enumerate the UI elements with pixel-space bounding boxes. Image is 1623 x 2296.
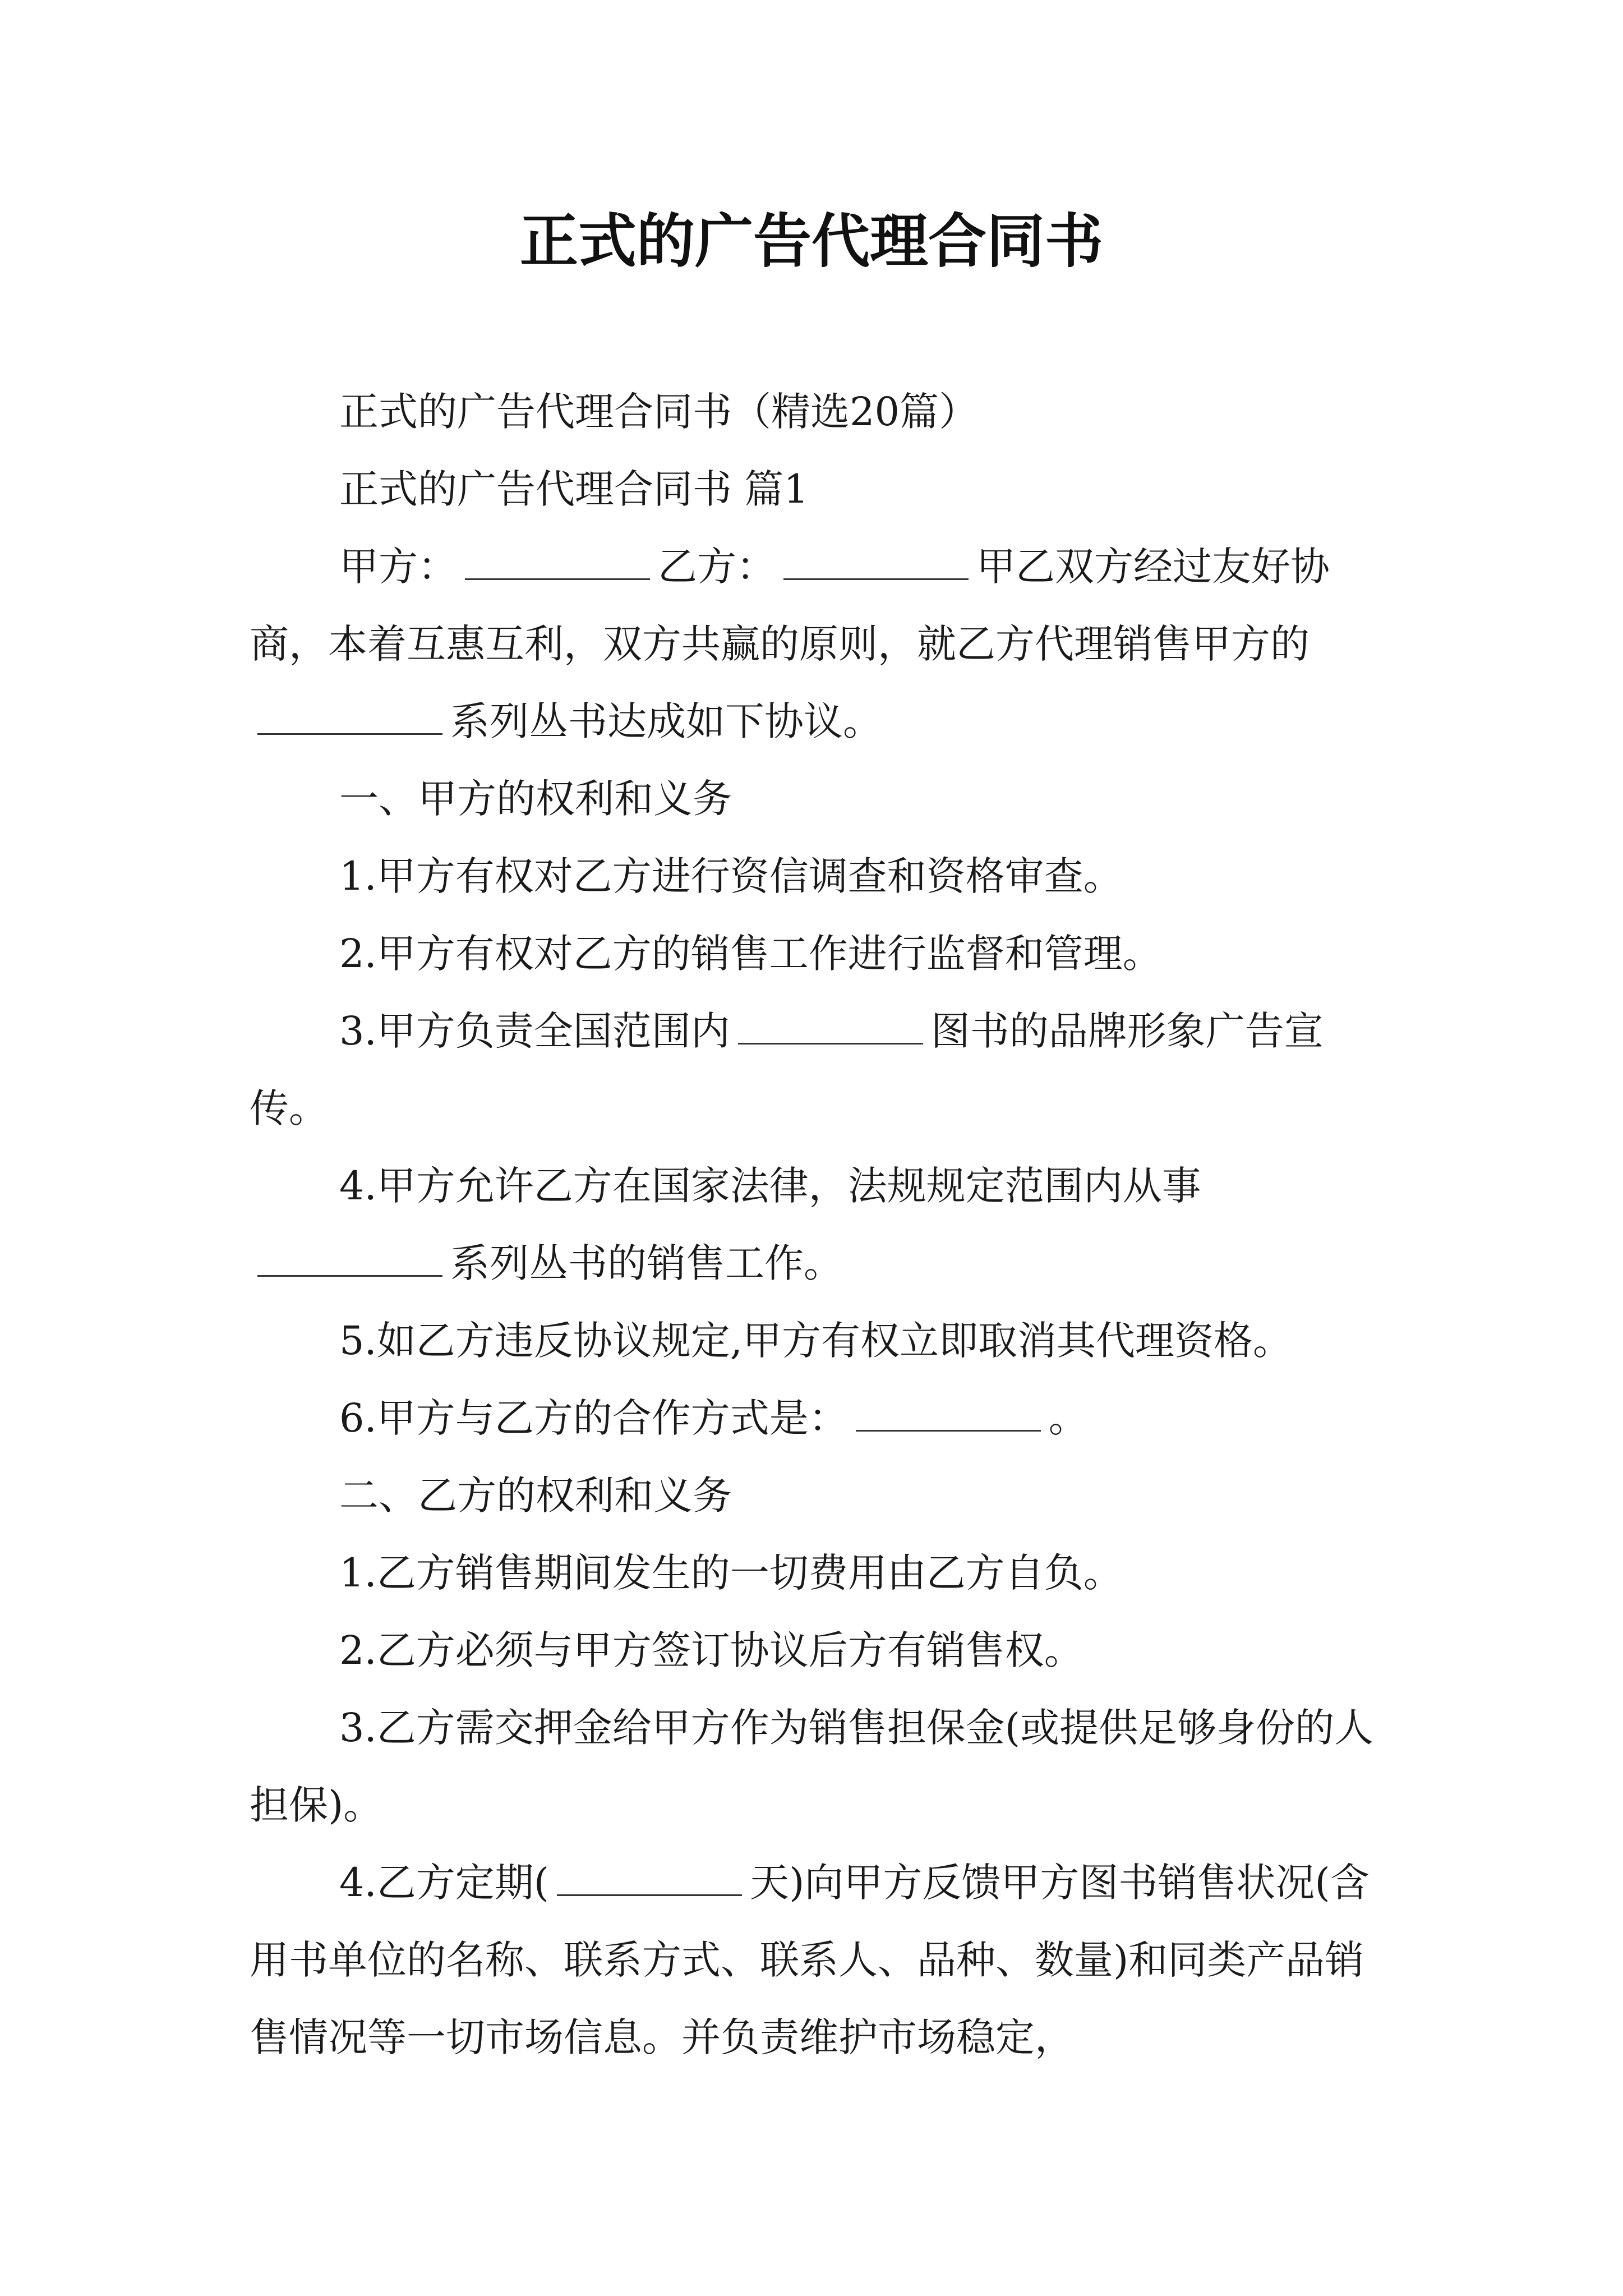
party-b-blank [783, 541, 969, 580]
subtitle-paragraph: 正式的广告代理合同书（精选20篇） [339, 389, 979, 435]
section-heading-a: 一、甲方的权利和义务 [339, 776, 732, 822]
clause-b-4-blank [557, 1857, 742, 1896]
clause-b-1: 1.乙方销售期间发生的一切费用由乙方自负。 [339, 1550, 1123, 1596]
clause-b-3: 3.乙方需交押金给甲方作为销售担保金(或提供足够身份的人担保)。 [250, 1705, 1374, 1828]
clause-a-1: 1.甲方有权对乙方进行资信调查和资格审查。 [339, 853, 1123, 899]
clause-b-4-text: 4.乙方定期( [339, 1860, 550, 1906]
party-a-blank [465, 541, 650, 580]
clause-b-4-text-end: 天)向甲方反馈甲方图书销售状况(含用书单位的名称、联系方式、联系人、品种、数量)和同类产品销售情况等一切市场信息。并负责维护市场稳定， [250, 1860, 1370, 2060]
clause-a-5: 5.如乙方违反协议规定,甲方有权立即取消其代理资格。 [339, 1318, 1293, 1364]
party-a-label: 甲方： [339, 544, 457, 590]
parties-text: 甲乙双方经过友好协商，本着互惠互利，双方共赢的原则，就乙方代理销售甲方的 [250, 544, 1330, 667]
clause-a-4-text: 4.甲方允许乙方在国家法律，法规规定范围内从事 [339, 1163, 1201, 1209]
clause-a-6 [250, 1379, 1389, 1457]
section-heading-part1: 正式的广告代理合同书 篇1 [339, 466, 809, 512]
clause-a-6-text-end: 。 [1048, 1395, 1088, 1441]
parties-text-end: 系列丛书达成如下协议。 [450, 698, 882, 744]
party-b-label: 乙方： [658, 544, 776, 590]
clause-b-4 [250, 1844, 1389, 2076]
clause-a-4-blank [257, 1238, 442, 1277]
clause-a-6-blank [856, 1393, 1041, 1432]
clause-a-6-text: 6.甲方与乙方的合作方式是： [339, 1395, 848, 1441]
clause-a-3-blank [738, 1006, 923, 1045]
document-body [250, 373, 1389, 2076]
clause-a-3 [250, 992, 1389, 1147]
section-heading-b: 二、乙方的权利和义务 [339, 1473, 732, 1519]
clause-a-2: 2.甲方有权对乙方的销售工作进行监督和管理。 [339, 931, 1162, 977]
document-title: 正式的广告代理合同书 [519, 206, 1103, 275]
clause-a-3-text-end: 图书的品牌形象广告宣传。 [250, 1008, 1324, 1131]
clause-a-4-text-end: 系列丛书的销售工作。 [450, 1240, 843, 1286]
series-blank [257, 696, 442, 735]
clause-a-3-text: 3.甲方负责全国范围内 [339, 1008, 730, 1054]
clause-b-2: 2.乙方必须与甲方签订协议后方有销售权。 [339, 1627, 1083, 1673]
clause-a-4 [250, 1147, 1389, 1302]
parties-paragraph [250, 528, 1389, 760]
